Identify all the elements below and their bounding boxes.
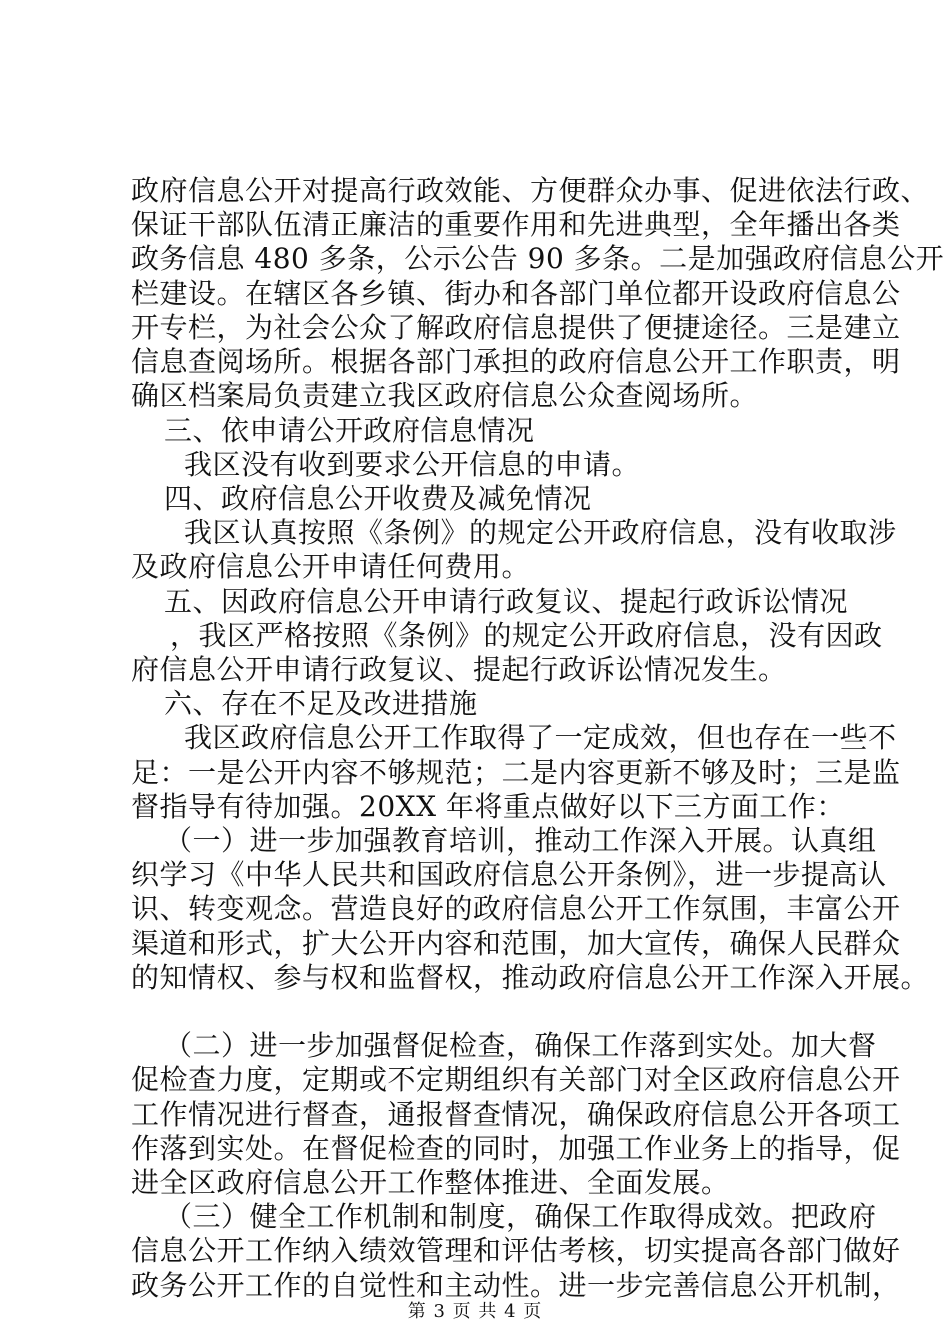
section-heading: 三、依申请公开政府信息情况 <box>164 414 535 447</box>
text-line: 督指导有待加强。20XX 年将重点做好以下三方面工作： <box>131 790 845 823</box>
text-line: 促检查力度，定期或不定期组织有关部门对全区政府信息公开 <box>131 1063 901 1096</box>
section-heading: 五、因政府信息公开申请行政复议、提起行政诉讼情况 <box>164 585 849 618</box>
text-line: 进全区政府信息公开工作整体推进、全面发展。 <box>131 1166 730 1199</box>
section-heading: 六、存在不足及改进措施 <box>164 687 478 720</box>
text-line: ，我区严格按照《条例》的规定公开政府信息，没有因政 <box>170 619 883 652</box>
text-line: 及政府信息公开申请任何费用。 <box>131 550 531 583</box>
text-line: （二）进一步加强督促检查，确保工作落到实处。加大督 <box>164 1029 877 1062</box>
text-line: （一）进一步加强教育培训，推动工作深入开展。认真组 <box>164 824 877 857</box>
text-line: 我区政府信息公开工作取得了一定成效，但也存在一些不 <box>184 721 897 754</box>
text-line: 渠道和形式，扩大公开内容和范围，加大宣传，确保人民群众 <box>131 927 901 960</box>
text-line: 足：一是公开内容不够规范；二是内容更新不够及时；三是监 <box>131 756 901 789</box>
section-heading: 四、政府信息公开收费及减免情况 <box>164 482 592 515</box>
text-line: 信息公开工作纳入绩效管理和评估考核，切实提高各部门做好 <box>131 1234 901 1267</box>
text-line: 我区没有收到要求公开信息的申请。 <box>184 448 641 481</box>
text-line: 织学习《中华人民共和国政府信息公开条例》，进一步提高认 <box>131 858 887 891</box>
text-line: 作落到实处。在督促检查的同时，加强工作业务上的指导，促 <box>131 1132 901 1165</box>
text-line: 我区认真按照《条例》的规定公开政府信息，没有收取涉 <box>184 516 897 549</box>
text-line: 栏建设。在辖区各乡镇、街办和各部门单位都开设政府信息公 <box>131 277 901 310</box>
text-line: 的知情权、参与权和监督权，推动政府信息公开工作深入开展。 <box>131 961 930 994</box>
text-line: 开专栏，为社会公众了解政府信息提供了便捷途径。三是建立 <box>131 311 901 344</box>
text-line: 工作情况进行督查，通报督查情况，确保政府信息公开各项工 <box>131 1098 901 1131</box>
text-line: 确区档案局负责建立我区政府信息公众查阅场所。 <box>131 379 759 412</box>
text-line: （三）健全工作机制和制度，确保工作取得成效。把政府 <box>164 1200 877 1233</box>
text-line: 政务公开工作的自觉性和主动性。进一步完善信息公开机制， <box>131 1269 901 1302</box>
text-line: 信息查阅场所。根据各部门承担的政府信息公开工作职责，明 <box>131 345 901 378</box>
text-line: 保证干部队伍清正廉洁的重要作用和先进典型，全年播出各类 <box>131 208 901 241</box>
text-line: 政务信息 480 多条，公示公告 90 多条。二是加强政府信息公开 <box>131 242 945 275</box>
text-line: 政府信息公开对提高行政效能、方便群众办事、促进依法行政、 <box>131 174 930 207</box>
text-line: 识、转变观念。营造良好的政府信息公开工作氛围，丰富公开 <box>131 892 901 925</box>
page-footer: 第 3 页 共 4 页 <box>407 1301 543 1322</box>
text-line: 府信息公开申请行政复议、提起行政诉讼情况发生。 <box>131 653 787 686</box>
